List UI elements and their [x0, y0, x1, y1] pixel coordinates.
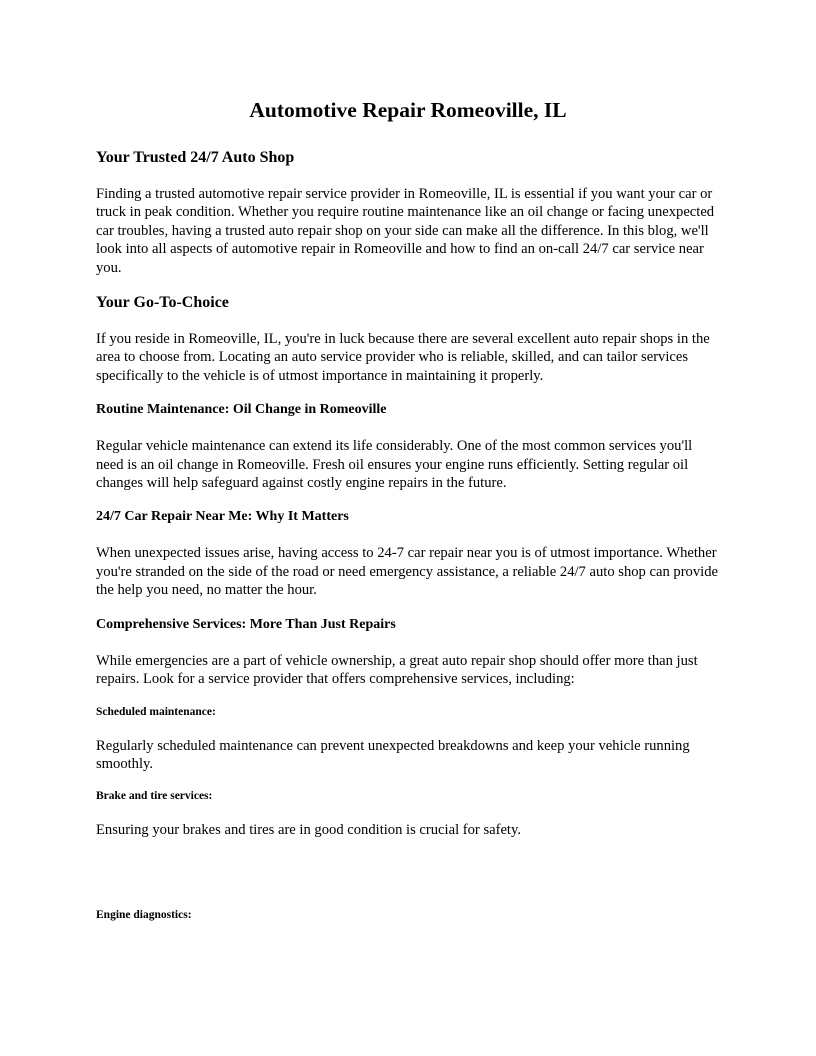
service-paragraph-scheduled: Regularly scheduled maintenance can prevent unexpected breakdowns and keep your vehicle running smoothly. [96, 737, 690, 772]
section-heading-oil-change: Routine Maintenance: Oil Change in Romeoville [96, 402, 387, 418]
service-heading-engine-diagnostics: Engine diagnostics: [96, 908, 192, 921]
section-paragraph-trusted-shop: Finding a trusted automotive repair service provider in Romeoville, IL is essential if you want your car or truck in peak condition. Whether you require routine maintenance like an oil change or facing unexpected car troubles, having a trusted auto repair shop on your side can make all the difference. In this blog, we'll look into all aspects of automotive repair in Romeoville and how to find an on-call 24/7 car service near you. [96, 186, 715, 276]
section-heading-trusted-shop: Your Trusted 24/7 Auto Shop [96, 149, 295, 166]
service-heading-scheduled: Scheduled maintenance: [96, 705, 216, 718]
service-heading-brake-tire: Brake and tire services: [96, 790, 213, 803]
section-paragraph-oil-change: Regular vehicle maintenance can extend its life considerably. One of the most common services you'll need is an oil change in Romeoville. Fresh oil ensures your engine runs efficiently. Setting regular oil changes will help safeguard against costly engine repairs in the future. [96, 438, 693, 492]
section-paragraph-go-to-choice: If you reside in Romeoville, IL, you're in luck because there are several excellent auto repair shops in the area to choose from. Locating an auto service provider who is reliable, skilled, and can tailor services specifically to the vehicle is of utmost importance in maintaining it properly. [96, 331, 710, 384]
section-heading-go-to-choice: Your Go-To-Choice [96, 294, 229, 312]
section-heading-comprehensive: Comprehensive Services: More Than Just Repairs [96, 616, 396, 632]
section-paragraph-comprehensive: While emergencies are a part of vehicle ownership, a great auto repair shop should offer more than just repairs. Look for a service provider that offers comprehensive services, including: [96, 652, 698, 688]
section-heading-24-7-repair: 24/7 Car Repair Near Me: Why It Matters [96, 509, 349, 525]
service-paragraph-brake-tire: Ensuring your brakes and tires are in good condition is crucial for safety. [96, 822, 521, 839]
section-paragraph-24-7-repair: When unexpected issues arise, having access to 24-7 car repair near you is of utmost importance. Whether you're stranded on the side of the road or need emergency assistance, a reliable 24/7 auto shop can provide the help you need, no matter the hour. [96, 545, 718, 599]
page-title: Automotive Repair Romeoville, IL [249, 98, 567, 122]
spacer [96, 856, 720, 908]
